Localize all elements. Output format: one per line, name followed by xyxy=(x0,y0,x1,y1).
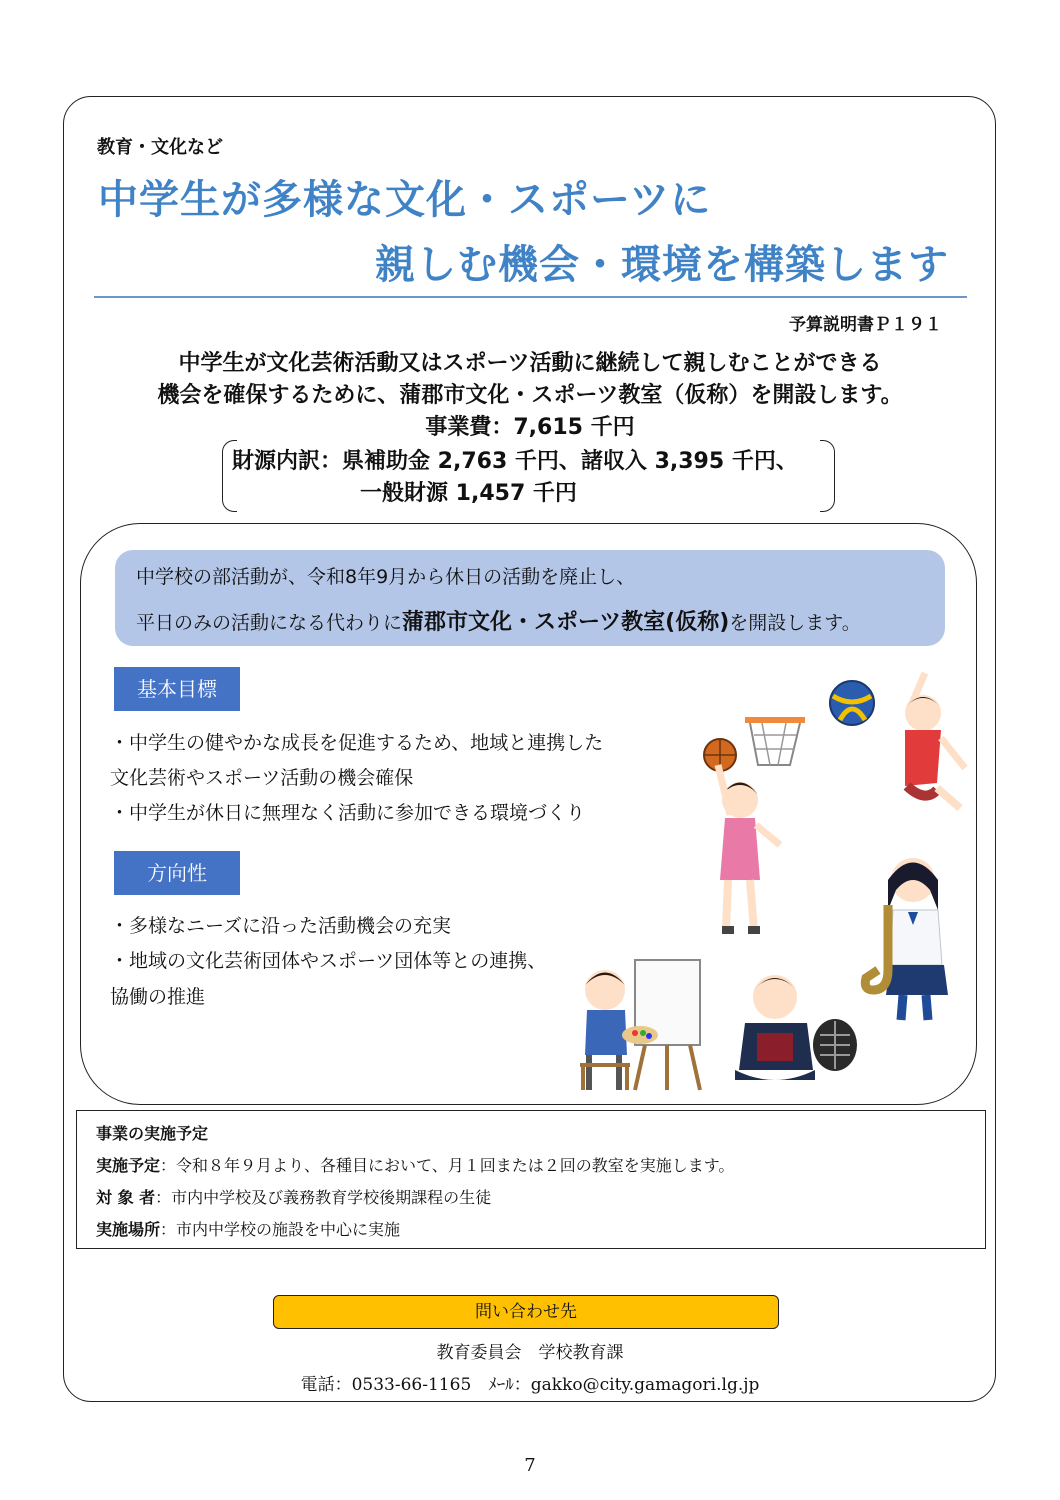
direction-label: 方向性 xyxy=(114,851,240,895)
page-title-line1: 中学生が多様な文化・スポーツに xyxy=(98,177,712,223)
contact-label: 問い合わせ先 xyxy=(273,1295,779,1329)
painting-boy-illustration xyxy=(575,955,710,1095)
title-divider xyxy=(94,296,967,298)
notice-line2-suffix: を開設します。 xyxy=(729,612,861,634)
direction-item: ・地域の文化芸術団体やスポーツ団体等との連携、 xyxy=(110,950,547,972)
saxophone-girl-illustration xyxy=(858,850,958,1030)
palette-icon xyxy=(622,1026,658,1044)
project-cost: 事業費：7,615 千円 xyxy=(425,415,635,440)
goal-item: ・中学生が休日に無理なく活動に参加できる環境づくり xyxy=(110,802,586,824)
schedule-row-value: ：市内中学校及び義務教育学校後期課程の生徒 xyxy=(155,1188,492,1207)
schedule-row xyxy=(96,1217,400,1240)
contact-department: 教育委員会 学校教育課 xyxy=(436,1343,624,1363)
volleyball-girl-illustration xyxy=(825,668,975,818)
intro-line2: 機会を確保するために、蒲郡市文化・スポーツ教室（仮称）を開設します。 xyxy=(157,383,903,408)
funding-bracket-right xyxy=(820,440,835,512)
intro-line1: 中学生が文化芸術活動又はスポーツ活動に継続して親しむことができる xyxy=(178,351,882,376)
schedule-row-value: ：令和８年９月より、各種目において、月１回または２回の教室を実施します。 xyxy=(160,1156,735,1175)
direction-item: ・多様なニーズに沿った活動機会の充実 xyxy=(110,915,452,937)
notice-line2 xyxy=(136,605,861,636)
funding-line1: 財源内訳：県補助金 2,763 千円、諸収入 3,395 千円、 xyxy=(232,449,798,474)
contact-phone-email: 電話：0533-66-1165 ﾒｰﾙ：gakko@city.gamagori.lg.jp xyxy=(300,1375,760,1395)
kendo-mask-icon xyxy=(813,1019,857,1071)
schedule-row-label: 対 象 者 xyxy=(96,1188,156,1207)
funding-line2: 一般財源 1,457 千円 xyxy=(360,481,577,506)
goal-item: ・中学生の健やかな成長を促進するため、地域と連携した xyxy=(110,732,604,754)
schedule-row xyxy=(96,1185,491,1208)
kendo-boy-illustration xyxy=(735,965,860,1090)
notice-line1: 中学校の部活動が、令和8年9月から休日の活動を廃止し、 xyxy=(136,566,636,588)
goals-label: 基本目標 xyxy=(114,667,240,711)
basketball-hoop-icon xyxy=(745,717,805,765)
schedule-row-label: 実施予定 xyxy=(96,1156,161,1175)
budget-reference: 予算説明書Ｐ１９１ xyxy=(789,315,942,335)
page-title-line2: 親しむ機会・環境を構築します xyxy=(375,242,949,288)
notice-line2-prefix: 平日のみの活動になる代わりに xyxy=(136,612,403,634)
schedule-row-label: 実施場所 xyxy=(96,1220,161,1239)
category-label: 教育・文化など xyxy=(97,137,223,158)
schedule-row xyxy=(96,1153,734,1176)
easel-icon xyxy=(635,960,700,1090)
goal-item: 文化芸術やスポーツ活動の機会確保 xyxy=(110,767,414,789)
saxophone-icon xyxy=(865,905,888,990)
schedule-heading: 事業の実施予定 xyxy=(96,1124,209,1143)
direction-item: 協働の推進 xyxy=(110,986,206,1008)
basketball-girl-illustration xyxy=(690,715,810,955)
schedule-row-value: ：市内中学校の施設を中心に実施 xyxy=(160,1220,401,1239)
notice-line2-emphasis: 蒲郡市文化・スポーツ教室(仮称) xyxy=(402,610,730,635)
page-number: 7 xyxy=(524,1455,536,1476)
